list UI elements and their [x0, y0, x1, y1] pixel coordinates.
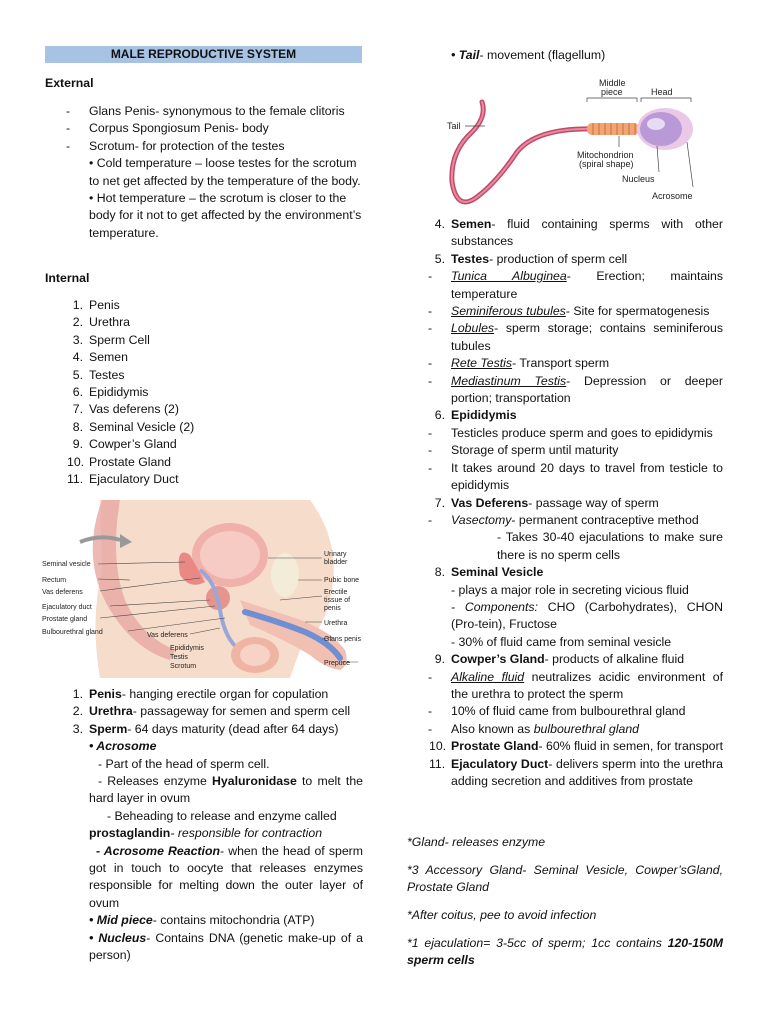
list-item: 9. Cowper’s Gland [72, 437, 177, 452]
list-item: - Storage of sperm until maturity [428, 443, 619, 458]
acrosome-point-a: - Part of the head of sperm cell. [98, 756, 270, 771]
internal-list [45, 297, 363, 488]
list-item: - Also known as bulbourethral gland [428, 721, 640, 736]
label-glans-penis: Glans penis [324, 636, 361, 643]
list-item: 8. Seminal Vesicle [434, 565, 544, 580]
list-item: 8. Seminal Vesicle (2) [72, 419, 195, 434]
list-item: 2. Urethra [72, 315, 131, 330]
label-vas-deferens: Vas deferens [42, 589, 83, 596]
label-erectile-1: Erectile [324, 589, 348, 596]
label-vas-deferens-2: Vas deferens [147, 632, 188, 639]
nucleus: • Nucleus- Contains DNA (genetic make-up of a person) [89, 930, 363, 963]
seminal-vesicle-point-b: - Components: CHO (Carbohydrates), CHON (Pro-tein), Fructose [451, 599, 724, 632]
seminal-vesicle-point-c: - 30% of fluid came from seminal vesicle [451, 634, 672, 649]
page-title: MALE REPRODUCTIVE SYSTEM [45, 46, 362, 63]
list-item: 4. Semen [72, 350, 128, 365]
label-prepuce: Prepuce [324, 660, 351, 667]
list-item: - Alkaline fluid neutralizes acidic environment of the urethra to protect the sperm [428, 669, 723, 701]
label-rectum: Rectum [42, 577, 67, 584]
list-item: - Rete Testis- Transport sperm [428, 356, 610, 371]
label-nucleus: Nucleus [622, 174, 655, 184]
label-urinary-2: bladder [324, 559, 348, 566]
label-ejaculatory-duct: Ejaculatory duct [42, 604, 92, 611]
label-urinary-1: Urinary [324, 551, 347, 558]
list-item: 11. Ejaculatory Duct- delivers sperm into the urethra adding secretion and additives from prostate [429, 756, 723, 788]
label-spiral-shape: (spiral shape) [579, 159, 634, 169]
external-heading: External [45, 76, 94, 90]
list-item: 2. Urethra- passageway for semen and sperm cell [72, 704, 351, 719]
label-prostate-gland: Prostate gland [42, 616, 88, 623]
right-detail-list [407, 216, 723, 790]
label-scrotum: Scrotum [170, 663, 197, 670]
list-item: 10. Prostate Gland [67, 454, 172, 469]
list-item: 10. Prostate Gland- 60% fluid in semen, for transport [429, 739, 724, 754]
list-item: - Mediastinum Testis- Depression or deeper portion; transportation [428, 373, 723, 406]
list-item: 3. Sperm Cell [72, 332, 150, 347]
list-item: 6. Epididymis [434, 408, 517, 423]
mid-piece: • Mid piece- contains mitochondria (ATP) [89, 913, 315, 928]
list-item: 3. Sperm- 64 days maturity (dead after 64 days) [72, 721, 339, 736]
list-item: - Tunica Albuginea- Erection; maintains temperature [428, 269, 723, 301]
label-head: Head [651, 87, 673, 97]
label-middle: Middle [599, 78, 626, 88]
note-ejaculation: *1 ejaculation= 3-5cc of sperm; 1cc contains 120-150M sperm cells [407, 936, 723, 968]
list-item: 9. Cowper’s Gland- products of alkaline fluid [434, 652, 685, 667]
sperm-cell-diagram [447, 72, 709, 210]
note-after-coitus: *After coitus, pee to avoid infection [407, 908, 597, 922]
internal-heading: Internal [45, 271, 90, 285]
cold-temperature-note: • Cold temperature – loose testes for the scrotum to net get affected by the temperature of the body. [89, 156, 361, 188]
label-urethra: Urethra [324, 620, 348, 627]
acrosome-point-b: - Releases enzyme Hyaluronidase to melt the hard layer in ovum [89, 774, 363, 806]
label-erectile-2: tissue of [324, 597, 351, 604]
list-item: - 10% of fluid came from bulbourethral gland [428, 704, 686, 719]
list-item: 5. Testes- production of sperm cell [434, 251, 628, 266]
vasectomy-note: - Takes 30-40 ejaculations to make sure there is no sperm cells [497, 530, 723, 562]
acrosome-point-c: - Beheading to release and enzyme called prostaglandin- responsible for contraction [89, 808, 337, 841]
list-item: 1. Penis [72, 298, 120, 312]
list-item: - It takes around 20 days to travel from testicle to epididymis [428, 460, 723, 493]
list-item: - Testicles produce sperm and goes to epididymis [428, 425, 713, 440]
list-item: - Scrotum- for protection of the testes [66, 138, 285, 153]
list-item: 11. Ejaculatory Duct [67, 472, 179, 487]
list-item: 7. Vas Deferens- passage way of sperm [434, 495, 659, 510]
seminal-vesicle-point-a: - plays a major role in secreting vicious fluid [451, 582, 689, 597]
list-item: 1. Penis- hanging erectile organ for copulation [72, 687, 329, 701]
list-item: 5. Testes [72, 367, 125, 382]
acrosome-reaction: - Acrosome Reaction- when the head of sperm got in touch to oocyte that releases enzymes responsible for melting down the outer layer of ovum [89, 843, 364, 910]
acrosome-heading: • Acrosome [89, 739, 157, 754]
label-erectile-3: penis [324, 605, 341, 612]
male-anatomy-diagram [40, 500, 362, 678]
list-item: - Lobules- sperm storage; contains seminiferous tubules [428, 321, 723, 353]
label-bulbourethral-gland: Bulbourethral gland [42, 629, 103, 636]
label-seminal-vesicle: Seminal vesicle [42, 561, 91, 568]
label-testis: Testis [170, 654, 188, 661]
label-tail: Tail [447, 121, 461, 131]
list-item: 6. Epididymis [72, 385, 149, 400]
external-list [45, 103, 363, 242]
note-gland: *Gland- releases enzyme [407, 835, 546, 849]
list-item: - Seminiferous tubules- Site for spermatogenesis [428, 304, 710, 319]
list-item: - Vasectomy- permanent contraceptive method [428, 512, 699, 527]
list-item: - Glans Penis- synonymous to the female clitoris [66, 104, 345, 118]
note-accessory-glands: *3 Accessory Gland- Seminal Vesicle, Cowper’sGland, Prostate Gland [407, 863, 723, 895]
list-item: 7. Vas deferens (2) [72, 402, 179, 417]
label-epididymis: Epididymis [170, 645, 204, 652]
label-piece: piece [601, 87, 623, 97]
list-item: - Corpus Spongiosum Penis- body [66, 121, 269, 136]
label-mitochondrion: Mitochondrion [577, 150, 634, 160]
list-item: 4. Semen- fluid containing sperms with other substances [434, 217, 723, 249]
label-acrosome: Acrosome [652, 191, 693, 201]
tail-line: • Tail- movement (flagellum) [451, 48, 606, 62]
hot-temperature-note: • Hot temperature – the scrotum is closer to the body for it not to get affected by the environment’s temperature. [89, 191, 362, 240]
internal-detail-list [45, 686, 363, 965]
label-pubic-bone: Pubic bone [324, 577, 360, 584]
